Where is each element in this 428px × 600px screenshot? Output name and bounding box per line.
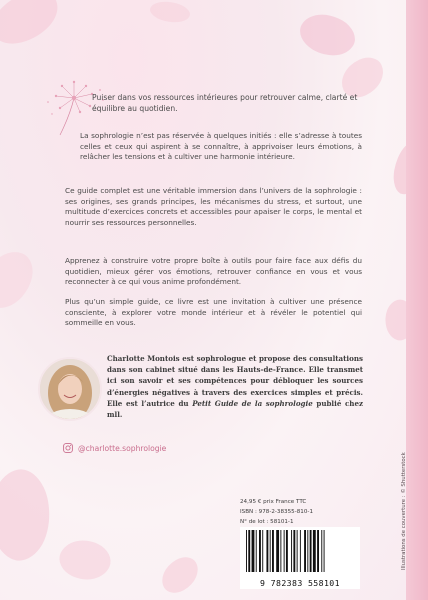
barcode-bar [310, 530, 312, 572]
barcode-bar [317, 530, 319, 572]
petal-decoration [0, 0, 66, 51]
isbn: ISBN : 978-2-38355-810-1 [240, 509, 314, 515]
barcode-bar [280, 530, 281, 572]
instagram-handle[interactable] [63, 443, 166, 453]
petal-decoration [294, 4, 362, 66]
barcode-bar [293, 530, 295, 572]
paragraph: Apprenez à construire votre propre boîte à outils pour faire face aux défis du quotidien, mieux gérer vos émotions, retrouver confiance en vous et vous reconnecter à ce qui vous anime profondément. [65, 256, 362, 287]
petal-decoration [155, 552, 205, 598]
author-bio: Charlotte Montois est sophrologue et propose des consultations dans son cabinet situé dans les Hauts-de-France. Elle transmet ici son savoir et ses compétences pour débloquer les sources d’énergies négatives à travers des exercices simples et précis. Elle est l’autrice du Petit Guide de la sophrologie publié chez mll. [107, 354, 363, 420]
paragraph: Plus qu’un simple guide, ce livre est une invitation à cultiver une présence consciente, à explorer votre monde intérieur et à révéler le potentiel qui sommeille en vous. [65, 297, 362, 328]
barcode-bar [246, 530, 247, 572]
barcode-bar [321, 530, 322, 572]
cover-credit: Illustrations de couverture : © Shutterstock [401, 452, 407, 570]
instagram-label: @charlotte.sophrologie [78, 443, 167, 453]
barcode-bar [297, 530, 298, 572]
paragraph: La sophrologie n’est pas réservée à quelques initiés : elle s’adresse à toutes celles et ceux qui aspirent à se connaître, à apprivoiser leurs émotions, à relâcher les tensions et à cultiver une harmonie intérieure. [80, 131, 362, 162]
barcode-bar [248, 530, 250, 572]
barcode-bar [307, 530, 308, 572]
barcode-bar [276, 530, 279, 572]
petal-decoration [0, 465, 57, 564]
instagram-icon [63, 443, 73, 453]
barcode-bar [304, 530, 306, 572]
petal-decoration [148, 0, 192, 27]
barcode-bar [270, 530, 271, 572]
barcode-bar [262, 530, 263, 572]
petal-decoration [54, 531, 116, 588]
barcode-bar [284, 530, 285, 572]
barcode-bar [259, 530, 261, 572]
price: 24,95 € prix France TTC [240, 499, 307, 505]
barcode-number: 9 782383 558101 [260, 578, 340, 588]
barcode [240, 527, 360, 589]
price-info [240, 497, 313, 527]
barcode-bar [256, 530, 257, 572]
barcode-bar [286, 530, 288, 572]
petal-decoration [0, 244, 39, 316]
barcode-bar [313, 530, 316, 572]
barcode-bar [291, 530, 292, 572]
intro-text: Puiser dans vos ressources intérieures pour retrouver calme, clarté et équilibre au quotidien. [92, 93, 358, 113]
book-title: Petit Guide de la sophrologie [192, 398, 313, 408]
barcode-bar [324, 530, 325, 572]
barcode-bar [272, 530, 274, 572]
paragraph: Ce guide complet est une véritable immersion dans l’univers de la sophrologie : ses origines, ses grands principes, les mécanismes du stress, et surtout, une multitude d’exercices concrets et accessibles pour apaiser le corps, le mental et nourrir ses ressources personnelles. [65, 186, 362, 227]
barcode-bar [252, 530, 255, 572]
barcode-bar [266, 530, 268, 572]
lot-number: N° de lot : 58101-1 [240, 519, 294, 525]
spine-edge [406, 0, 428, 600]
barcode-bar [300, 530, 301, 572]
author-photo [38, 357, 102, 421]
